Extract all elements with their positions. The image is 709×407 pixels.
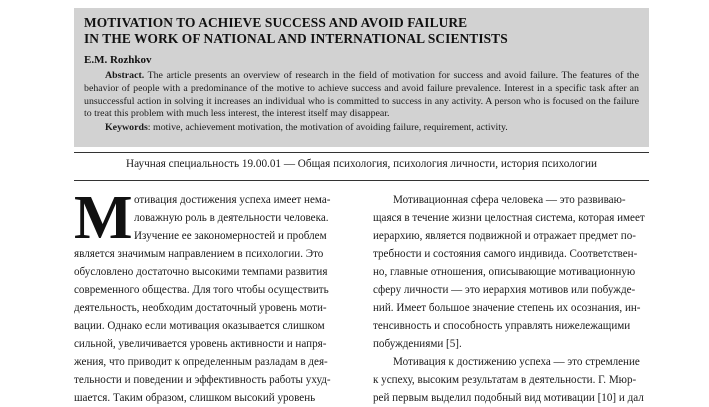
text-line: тенсивность и способность управлять нижележащими [373,320,631,332]
text-line: сферу личности — это иерархия мотивов или побужде- [373,284,636,296]
text-line: современного общества. Для того чтобы осуществить [74,284,329,296]
paper-title [84,15,639,47]
text-line: сильной, увеличивается уровень активности и напря- [74,338,327,350]
text-line: шается. Таким образом, слишком высокий уровень [74,392,316,404]
text-line: побуждениями [5]. [373,338,462,350]
body-column-right [373,191,649,407]
divider-top [74,152,649,153]
abstract-box [74,8,649,147]
text-line: является значимым направлением в психологии. Это [74,248,324,260]
text-line: деятельность, необходим достаточный уровень моти- [74,302,327,314]
scientific-specialty: Научная специальность 19.00.01 — Общая психология, психология личности, история психологии [126,158,597,170]
text-line: ловажную роль в деятельности человека. [134,212,329,224]
drop-cap: М [74,184,133,252]
keywords-label: Keywords [105,122,148,134]
text-line: Мотивационная сфера человека — это развиваю- [393,194,626,206]
text-line: жения, что приводит к определенным разладам в дея- [74,356,328,368]
text-line: тельности и поведении и эффективность работы ухуд- [74,374,331,386]
abstract-label: Abstract. [105,70,145,81]
abstract-text: The article presents an overview of research in the field of motivation for success and avoid failure. The features of the behavior of people with a predominance of the motive to achieve success and avoid failure prevalence. Interest in a specific task after an unsuccessful action in solving it increases an individual who is committed to success in any activity. A person who is focused on the failure to treat this problem with much less interest, the interest itself may disappear. [84,70,639,120]
text-line: вации. Однако если мотивация оказывается слишком [74,320,325,332]
text-line: обусловлено достаточно высокими темпами развития [74,266,328,278]
text-line: иерархию, является подвижной и отражает предмет по- [373,230,636,242]
text-line: рей первым выделил подобный вид мотивации [10] и дал [373,392,644,404]
paper-title-line-2: IN THE WORK OF NATIONAL AND INTERNATIONAL SCIENTISTS [84,31,508,46]
divider-bottom [74,180,649,181]
author-name: E.M. Rozhkov [84,54,152,66]
keywords-text: : motive, achievement motivation, the motivation of avoiding failure, requirement, activity. [147,122,508,134]
keywords-paragraph [84,122,639,135]
text-line: отивация достижения успеха имеет нема- [134,194,331,206]
text-line: но, главные отношения, описывающие мотивационную [373,266,636,278]
text-line: к успеху, высоким результатам в деятельности. Г. Мюр- [373,374,637,386]
text-line: требности и состояния самого индивида. Соответствен- [373,248,638,260]
text-line: Изучение ее закономерностей и проблем [134,230,327,242]
text-line: ний. Имеет большое значение степень их осознания, ин- [373,302,641,314]
text-line: Мотивация к достижению успеха — это стремление [393,356,640,368]
text-line: щаяся в течение жизни целостная система, которая имеет [373,212,645,224]
body-column-left [74,184,354,407]
abstract-paragraph [84,70,639,121]
paper-title-line-1: MOTIVATION TO ACHIEVE SUCCESS AND AVOID FAILURE [84,15,468,30]
